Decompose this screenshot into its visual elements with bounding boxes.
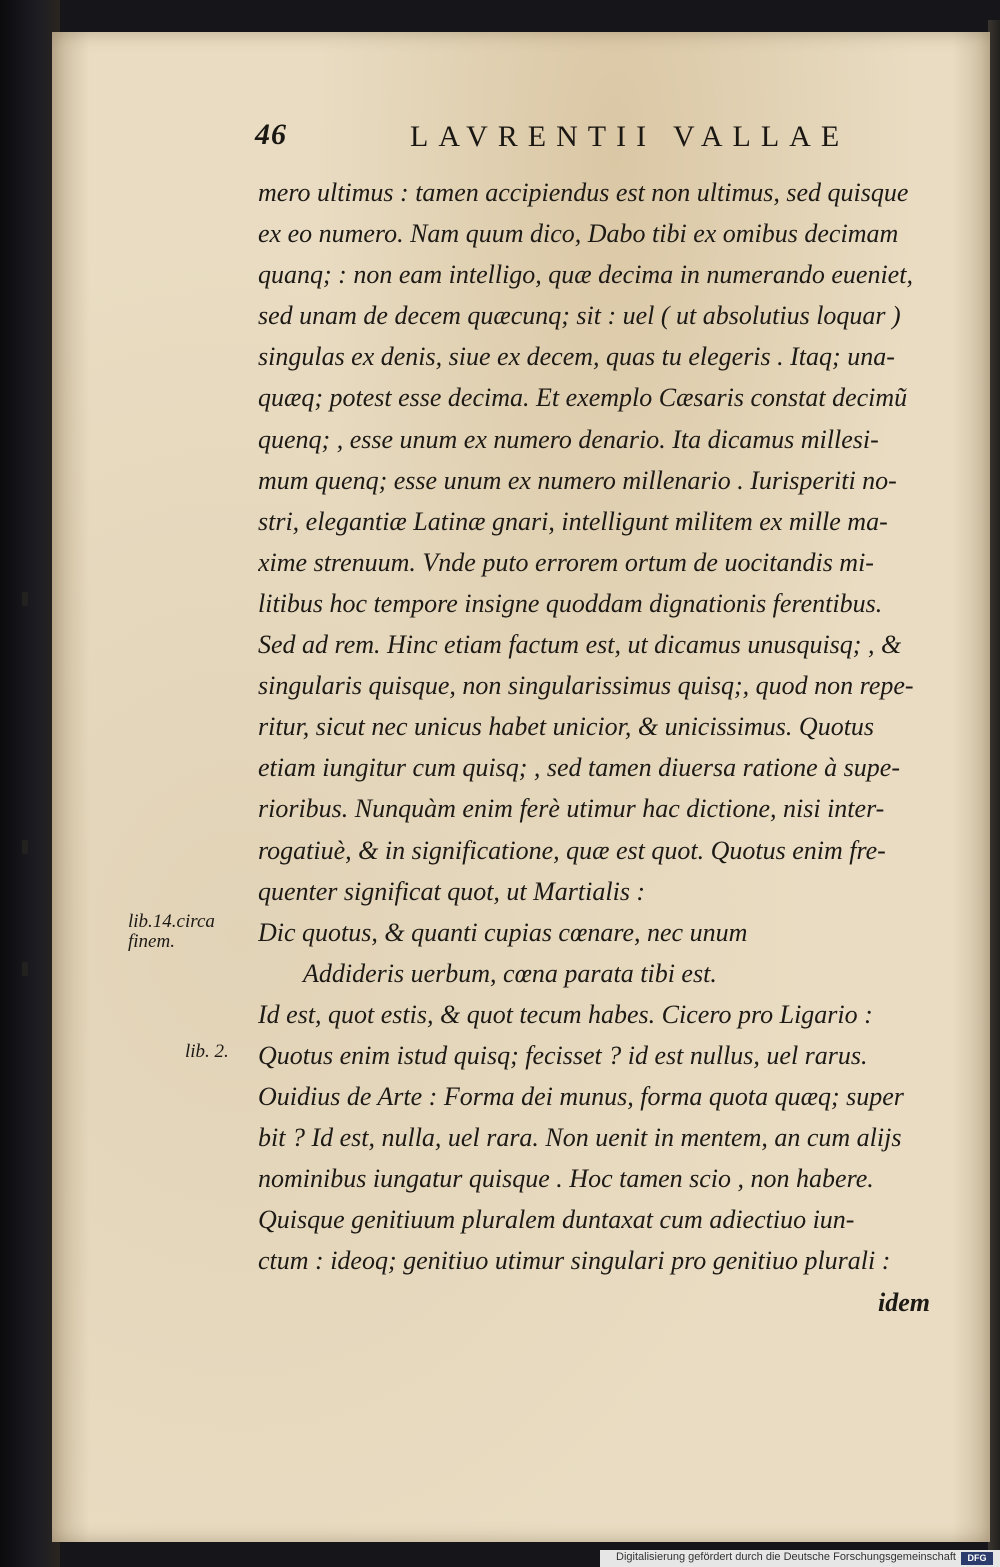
text-line: xime strenuum. Vnde puto errorem ortum de uocitandis mi- — [258, 547, 874, 577]
text-line: sed unam de decem quæcunq; sit : uel ( ut absolutius loquar ) — [258, 301, 901, 331]
text-line: etiam iungitur cum quisq; , sed tamen diuersa ratione à supe- — [258, 753, 900, 783]
funding-credit: Digitalisierung gefördert durch die Deutsche Forschungsgemeinschaft — [616, 1551, 956, 1563]
text-line: stri, elegantiæ Latinæ gnari, intelligunt militem ex mille ma- — [258, 506, 888, 536]
running-head: LAVRENTII VALLAE — [410, 120, 850, 153]
binding-mark — [22, 962, 28, 976]
margin-note: lib.14.circa finem. — [128, 911, 215, 952]
catchword: idem — [878, 1287, 930, 1317]
text-line: ex eo numero. Nam quum dico, Dabo tibi ex omibus decimam — [258, 219, 899, 249]
verse-line: Dic quotus, & quanti cupias cœnare, nec unum — [258, 917, 748, 947]
text-line: quanq; : non eam intelligo, quæ decima in numerando eueniet, — [258, 260, 913, 290]
text-line: quenter significat quot, ut Martialis : — [258, 876, 646, 906]
text-line: Id est, quot estis, & quot tecum habes. Cicero pro Ligario : — [258, 999, 873, 1029]
text-line: ritur, sicut nec unicus habet unicior, & unicissimus. Quotus — [258, 712, 875, 742]
text-line: nominibus iungatur quisque . Hoc tamen scio , non habere. — [258, 1164, 874, 1194]
verse-line: Addideris uerbum, cœna parata tibi est. — [303, 958, 717, 988]
text-line: rioribus. Nunquàm enim ferè utimur hac dictione, nisi inter- — [258, 794, 885, 824]
text-line: bit ? Id est, nulla, uel rara. Non uenit in mentem, an cum alijs — [258, 1123, 902, 1153]
text-line: quæq; potest esse decima. Et exemplo Cæsaris constat decimũ — [258, 383, 908, 413]
body-text — [258, 172, 948, 1323]
text-line: Quisque genitiuum pluralem duntaxat cum adiectiuo iun- — [258, 1205, 855, 1235]
page-number: 46 — [255, 118, 287, 151]
binding-mark — [22, 840, 28, 854]
binding-mark — [22, 592, 28, 606]
text-line: rogatiuè, & in significatione, quæ est quot. Quotus enim fre- — [258, 835, 886, 865]
text-line: litibus hoc tempore insigne quoddam dignationis ferentibus. — [258, 588, 883, 618]
text-line: Ouidius de Arte : Forma dei munus, forma quota quæq; super — [258, 1082, 904, 1112]
page-header — [255, 118, 855, 160]
text-line: singulas ex denis, siue ex decem, quas tu elegeris . Itaq; una- — [258, 342, 895, 372]
text-line: Sed ad rem. Hinc etiam factum est, ut dicamus unusquisq; , & — [258, 630, 902, 660]
text-line: Quotus enim istud quisq; fecisset ? id est nullus, uel rarus. — [258, 1040, 868, 1070]
text-line: mero ultimus : tamen accipiendus est non ultimus, sed quisque — [258, 178, 909, 207]
book-spine — [0, 0, 60, 1567]
text-line: ctum : ideoq; genitiuo utimur singulari pro genitiuo plurali : — [258, 1246, 891, 1276]
margin-note: lib. 2. — [185, 1041, 229, 1062]
text-line: mum quenq; esse unum ex numero millenario . Iurisperiti no- — [258, 465, 897, 495]
text-line: singularis quisque, non singularissimus quisq;, quod non repe- — [258, 671, 914, 701]
dfg-logo: DFG — [961, 1552, 993, 1565]
text-line: quenq; , esse unum ex numero denario. Ita dicamus millesi- — [258, 424, 879, 454]
